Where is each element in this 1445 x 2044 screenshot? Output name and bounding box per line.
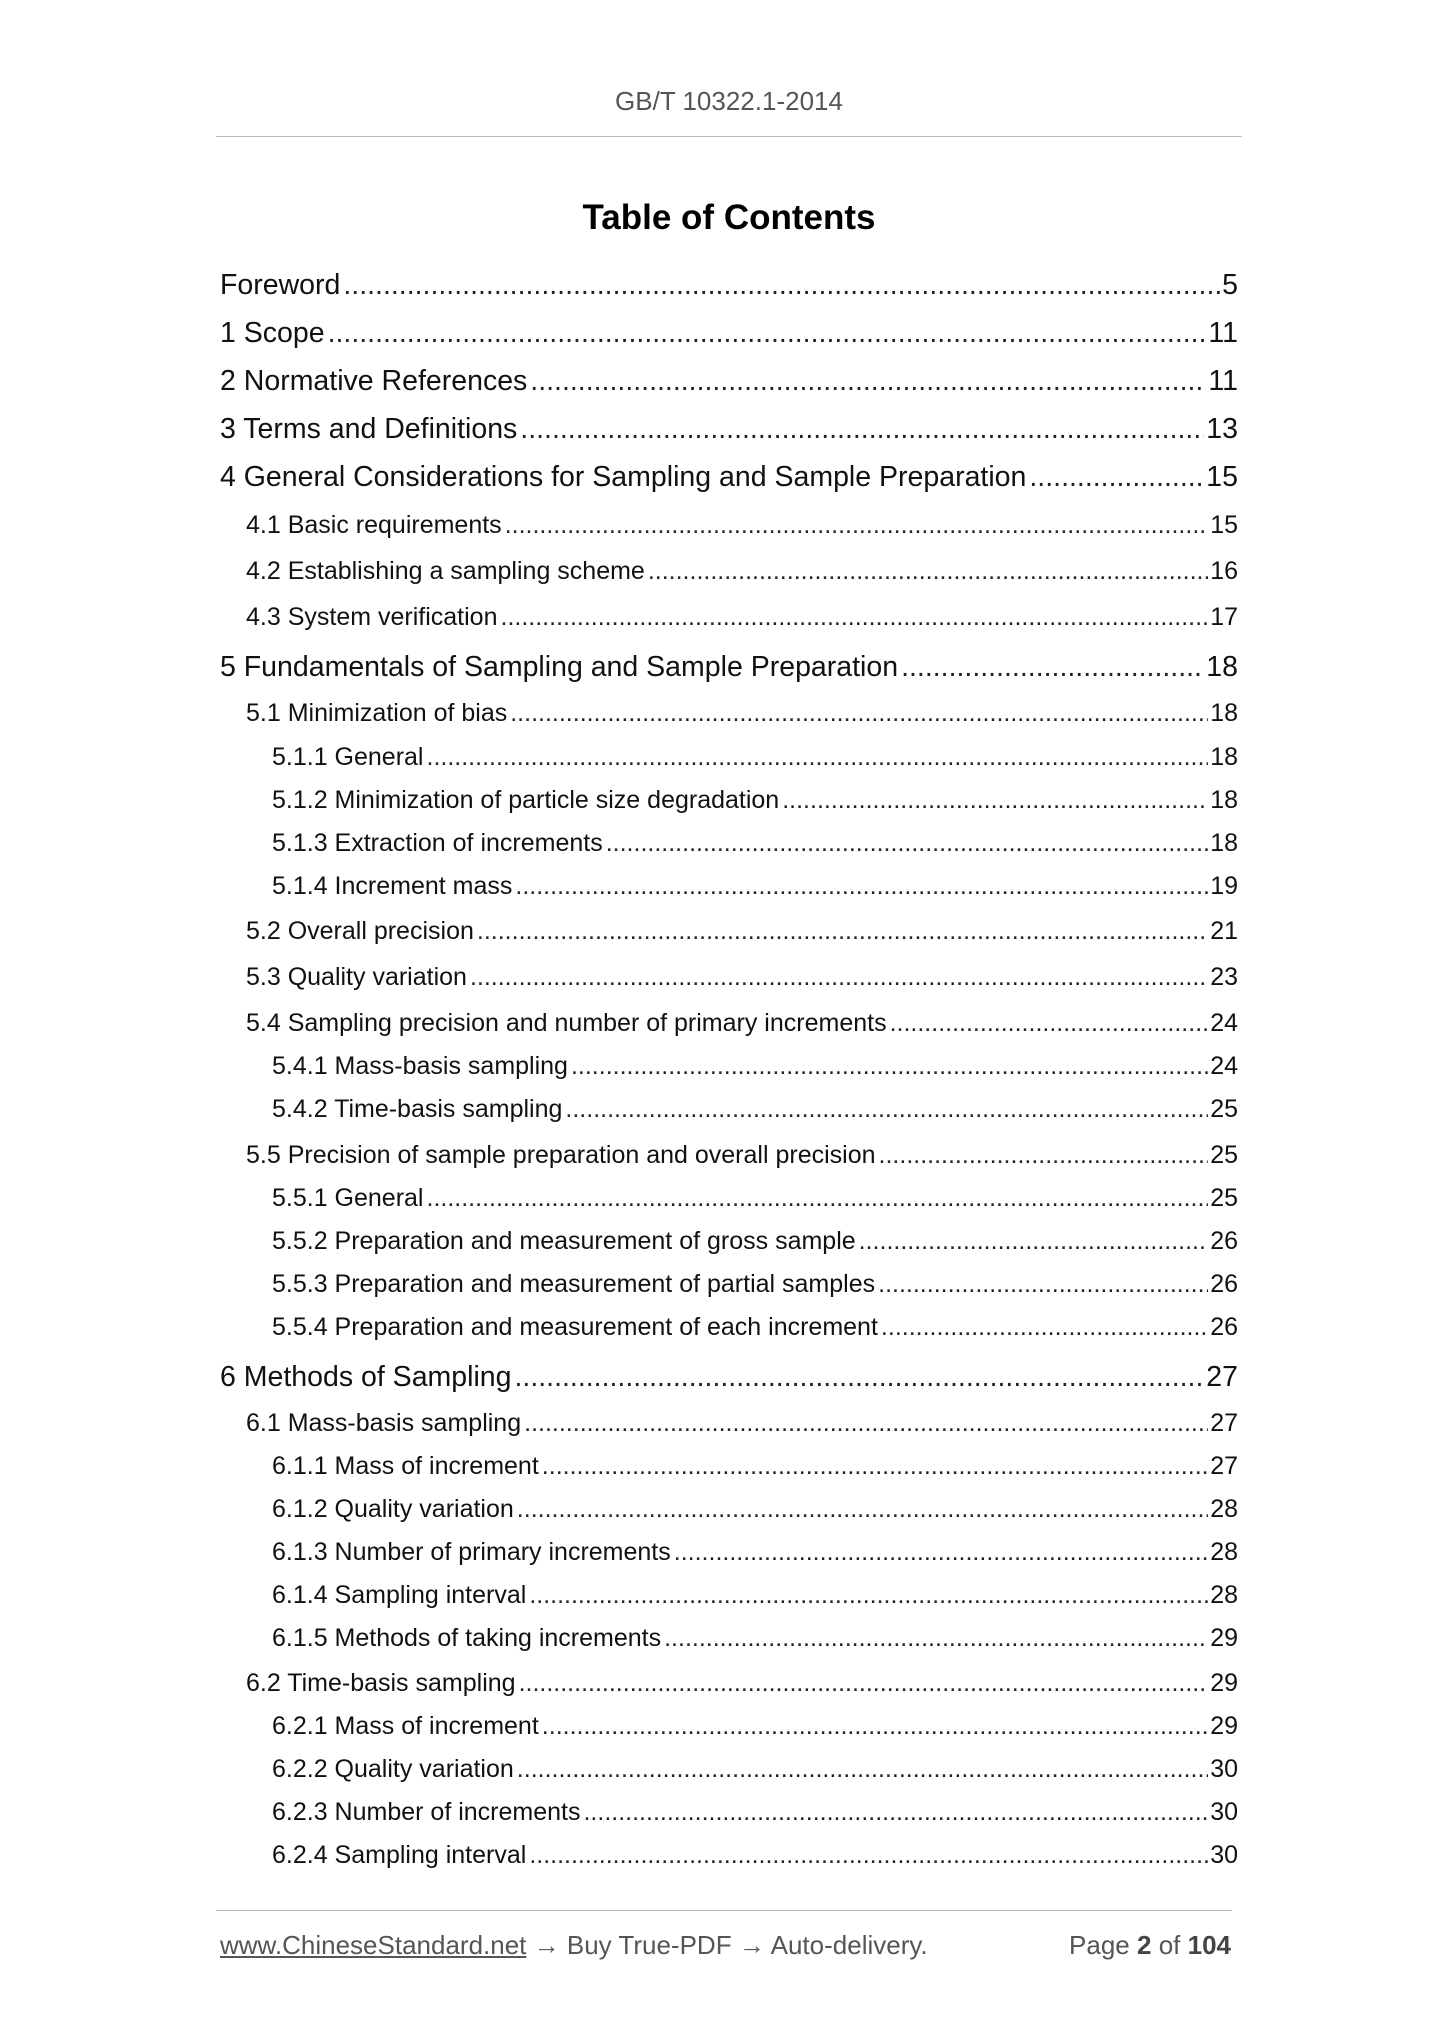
- toc-entry[interactable]: [220, 316, 1238, 350]
- toc-entry-page: 24: [1210, 1009, 1238, 1037]
- toc-entry-page: 26: [1210, 1227, 1238, 1255]
- dot-leader: [901, 650, 1204, 684]
- toc-entry-label: 6.2.2 Quality variation: [272, 1755, 514, 1783]
- toc-entry-label: 4.1 Basic requirements: [246, 511, 502, 539]
- total-page-count: 104: [1187, 1930, 1231, 1960]
- dot-leader: [515, 871, 1208, 901]
- dot-leader: [674, 1537, 1208, 1567]
- toc-entry-label: 3 Terms and Definitions: [220, 413, 518, 445]
- toc-entry[interactable]: [220, 650, 1238, 684]
- dot-leader: [529, 1840, 1208, 1870]
- toc-entry-label: 5.4.1 Mass-basis sampling: [272, 1052, 568, 1080]
- toc-entry-page: 27: [1206, 1361, 1238, 1393]
- toc-entry[interactable]: [272, 785, 1238, 815]
- toc-entry-page: 26: [1210, 1313, 1238, 1341]
- toc-entry[interactable]: [246, 962, 1238, 992]
- toc-entry-page: 23: [1210, 963, 1238, 991]
- toc-entry-label: 6.2 Time-basis sampling: [246, 1669, 516, 1697]
- toc-entry-page: 24: [1210, 1052, 1238, 1080]
- toc-entry-label: 6 Methods of Sampling: [220, 1361, 512, 1393]
- toc-entry-label: 5 Fundamentals of Sampling and Sample Preparation: [220, 651, 899, 683]
- toc-entry[interactable]: [272, 1269, 1238, 1299]
- toc-entry-label: 6.1.5 Methods of taking increments: [272, 1624, 662, 1652]
- toc-entry-label: Foreword: [220, 269, 341, 301]
- toc-entry-page: 18: [1210, 786, 1238, 814]
- toc-entry[interactable]: [272, 828, 1238, 858]
- toc-entry-label: 5.5.3 Preparation and measurement of partial samples: [272, 1270, 876, 1298]
- toc-entry[interactable]: [246, 1008, 1238, 1038]
- dot-leader: [529, 1580, 1208, 1610]
- toc-entry[interactable]: [272, 1494, 1238, 1524]
- dot-leader: [648, 556, 1208, 586]
- toc-entry[interactable]: [246, 556, 1238, 586]
- toc-entry-label: 5.1.2 Minimization of particle size degradation: [272, 786, 780, 814]
- dot-leader: [515, 1360, 1205, 1394]
- toc-entry-label: 4.3 System verification: [246, 603, 498, 631]
- page-title: Table of Contents: [582, 198, 876, 237]
- header-divider: [216, 136, 1242, 137]
- toc-entry-page: 26: [1210, 1270, 1238, 1298]
- footer-promo: [220, 1930, 928, 1961]
- dot-leader: [542, 1711, 1208, 1741]
- of-word: of: [1158, 1930, 1181, 1960]
- toc-entry-label: 4 General Considerations for Sampling and Sample Preparation: [220, 461, 1027, 493]
- toc-entry[interactable]: [220, 412, 1238, 446]
- dot-leader: [328, 316, 1207, 350]
- toc-entry-label: 6.2.3 Number of increments: [272, 1798, 581, 1826]
- toc-entry-page: 30: [1210, 1798, 1238, 1826]
- arrow-icon: →: [738, 1930, 765, 1960]
- toc-entry[interactable]: [246, 510, 1238, 540]
- toc-entry[interactable]: [220, 1360, 1238, 1394]
- toc-entry[interactable]: [272, 1580, 1238, 1610]
- toc-entry[interactable]: [272, 1451, 1238, 1481]
- page-word: Page: [1069, 1930, 1130, 1960]
- toc-entry-label: 5.5.2 Preparation and measurement of gross sample: [272, 1227, 856, 1255]
- toc-entry[interactable]: [246, 916, 1238, 946]
- document-header: GB/T 10322.1-2014: [615, 86, 843, 116]
- toc-entry[interactable]: [272, 1183, 1238, 1213]
- toc-entry-label: 5.2 Overall precision: [246, 917, 474, 945]
- toc-entry-label: 5.5 Precision of sample preparation and overall precision: [246, 1141, 876, 1169]
- toc-entry-page: 5: [1222, 269, 1238, 301]
- toc-entry-label: 5.3 Quality variation: [246, 963, 467, 991]
- dot-leader: [501, 602, 1209, 632]
- dot-leader: [879, 1140, 1209, 1170]
- dot-leader: [470, 962, 1208, 992]
- toc-entry-label: 5.5.4 Preparation and measurement of each increment: [272, 1313, 878, 1341]
- dot-leader: [881, 1312, 1208, 1342]
- arrow-icon: →: [533, 1930, 560, 1960]
- dot-leader: [606, 828, 1208, 858]
- toc-entry[interactable]: [272, 1840, 1238, 1870]
- dot-leader: [517, 1754, 1208, 1784]
- toc-entry-page: 27: [1210, 1452, 1238, 1480]
- toc-entry-page: 29: [1210, 1712, 1238, 1740]
- toc-entry-label: 5.5.1 General: [272, 1184, 424, 1212]
- toc-entry[interactable]: [220, 460, 1238, 494]
- toc-entry-label: 5.1.4 Increment mass: [272, 872, 513, 900]
- toc-entry-page: 30: [1210, 1841, 1238, 1869]
- toc-entry-label: 6.1.3 Number of primary increments: [272, 1538, 671, 1566]
- toc-entry-page: 30: [1210, 1755, 1238, 1783]
- toc-entry-label: 4.2 Establishing a sampling scheme: [246, 557, 645, 585]
- toc-entry-page: 11: [1208, 365, 1238, 397]
- toc-entry-page: 15: [1210, 511, 1238, 539]
- toc-entry-label: 6.2.1 Mass of increment: [272, 1712, 539, 1740]
- toc-entry-page: 17: [1210, 603, 1238, 631]
- toc-entry-page: 25: [1210, 1095, 1238, 1123]
- footer-text-buy: Buy True-PDF: [566, 1930, 732, 1960]
- toc-entry-page: 18: [1210, 743, 1238, 771]
- footer-text-delivery: Auto-delivery.: [770, 1930, 928, 1960]
- dot-leader: [542, 1451, 1208, 1481]
- toc-entry-page: 11: [1208, 317, 1238, 349]
- toc-entry-page: 13: [1206, 413, 1238, 445]
- dot-leader: [477, 916, 1208, 946]
- toc-entry[interactable]: [272, 1711, 1238, 1741]
- toc-entry-page: 29: [1210, 1669, 1238, 1697]
- toc-entry[interactable]: [272, 1312, 1238, 1342]
- dot-leader: [782, 785, 1208, 815]
- toc-entry[interactable]: [272, 1051, 1238, 1081]
- toc-entry-page: 28: [1210, 1495, 1238, 1523]
- toc-entry[interactable]: [246, 602, 1238, 632]
- dot-leader: [519, 1668, 1209, 1698]
- dot-leader: [505, 510, 1209, 540]
- toc-entry-page: 21: [1210, 917, 1238, 945]
- dot-leader: [530, 364, 1206, 398]
- dot-leader: [565, 1094, 1208, 1124]
- toc-entry-page: 25: [1210, 1184, 1238, 1212]
- toc-entry-label: 6.1.4 Sampling interval: [272, 1581, 527, 1609]
- toc-entry[interactable]: [272, 1623, 1238, 1653]
- toc-entry-page: 18: [1206, 651, 1238, 683]
- toc-entry-page: 29: [1210, 1624, 1238, 1652]
- toc-entry-label: 6.1 Mass-basis sampling: [246, 1409, 522, 1437]
- toc-entry[interactable]: [246, 1140, 1238, 1170]
- toc-entry-label: 5.1.3 Extraction of increments: [272, 829, 603, 857]
- toc-entry-page: 27: [1210, 1409, 1238, 1437]
- dot-leader: [859, 1226, 1209, 1256]
- toc-entry-label: 5.1.1 General: [272, 743, 424, 771]
- toc-entry-label: 6.2.4 Sampling interval: [272, 1841, 527, 1869]
- toc-entry[interactable]: [272, 1797, 1238, 1827]
- toc-entry-page: 18: [1210, 699, 1238, 727]
- toc-entry-page: 18: [1210, 829, 1238, 857]
- toc-entry-page: 28: [1210, 1538, 1238, 1566]
- toc-entry-page: 19: [1210, 872, 1238, 900]
- toc-entry[interactable]: [272, 871, 1238, 901]
- toc-entry-page: 16: [1210, 557, 1238, 585]
- toc-entry-page: 25: [1210, 1141, 1238, 1169]
- dot-leader: [583, 1797, 1208, 1827]
- toc-entry[interactable]: [246, 1408, 1238, 1438]
- page-counter: [1069, 1930, 1231, 1961]
- dot-leader: [343, 268, 1220, 302]
- dot-leader: [890, 1008, 1209, 1038]
- toc-entry[interactable]: [272, 1226, 1238, 1256]
- dot-leader: [427, 1183, 1209, 1213]
- toc-entry-label: 2 Normative References: [220, 365, 528, 397]
- toc-entry[interactable]: [272, 1094, 1238, 1124]
- current-page-number: 2: [1136, 1930, 1152, 1960]
- toc-entry-label: 6.1.1 Mass of increment: [272, 1452, 539, 1480]
- toc-entry-page: 28: [1210, 1581, 1238, 1609]
- dot-leader: [1029, 460, 1204, 494]
- toc-entry[interactable]: [272, 1537, 1238, 1567]
- toc-entry-label: 5.4.2 Time-basis sampling: [272, 1095, 563, 1123]
- toc-entry-label: 6.1.2 Quality variation: [272, 1495, 514, 1523]
- toc-entry[interactable]: [246, 1668, 1238, 1698]
- toc-entry[interactable]: [246, 698, 1238, 728]
- dot-leader: [524, 1408, 1208, 1438]
- dot-leader: [878, 1269, 1208, 1299]
- toc-entry-label: 5.4 Sampling precision and number of primary increments: [246, 1009, 887, 1037]
- dot-leader: [571, 1051, 1208, 1081]
- dot-leader: [517, 1494, 1208, 1524]
- toc-entry[interactable]: [272, 742, 1238, 772]
- dot-leader: [510, 698, 1208, 728]
- footer-divider: [216, 1910, 1232, 1911]
- toc-entry[interactable]: [220, 268, 1238, 302]
- dot-leader: [520, 412, 1204, 446]
- website-link[interactable]: www.ChineseStandard.net: [220, 1930, 527, 1960]
- toc-entry[interactable]: [272, 1754, 1238, 1784]
- toc-entry-label: 1 Scope: [220, 317, 325, 349]
- toc-entry-label: 5.1 Minimization of bias: [246, 699, 508, 727]
- dot-leader: [664, 1623, 1208, 1653]
- toc-entry-page: 15: [1206, 461, 1238, 493]
- toc-entry[interactable]: [220, 364, 1238, 398]
- dot-leader: [427, 742, 1209, 772]
